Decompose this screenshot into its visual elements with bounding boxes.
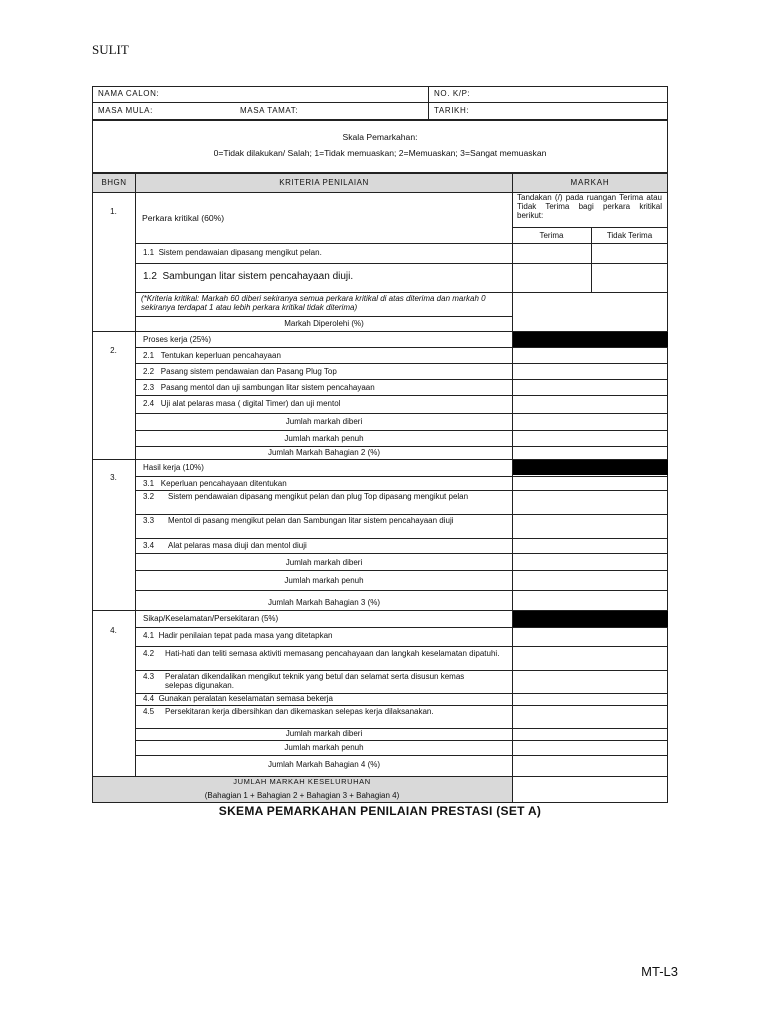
section-1-number: 1.	[110, 207, 117, 216]
section-4-title: Sikap/Keselamatan/Persekitaran (5%)	[143, 614, 279, 623]
criterion-2-4: 2.4 Uji alat pelaras masa ( digital Timer) dan uji mentol	[143, 399, 341, 408]
criterion-3-4-num: 3.4	[143, 541, 155, 550]
section-3-marks-given: Jumlah markah diberi	[285, 558, 363, 567]
criterion-3-2-num: 3.2	[143, 492, 155, 501]
criterion-4-2: Hati-hati dan teliti semasa aktiviti memasang pencahayaan dan langkah keselamatan dipatuhi.	[165, 649, 500, 658]
start-time-label: MASA MULA:	[98, 106, 153, 115]
grand-total-formula: (Bahagian 1 + Bahagian 2 + Bahagian 3 + Bahagian 4)	[204, 791, 400, 800]
criterion-3-4: Alat pelaras masa diuji dan mentol diuji	[168, 541, 307, 550]
section-4-shaded-cell	[513, 611, 668, 627]
criterion-4-5-num: 4.5	[143, 707, 155, 716]
col-markah: MARKAH	[570, 178, 610, 187]
grand-total-title: JUMLAH MARKAH KESELURUHAN	[233, 777, 371, 786]
criterion-4-3: Peralatan dikendalikan mengikut teknik yang betul dan selamat serta disusun kemas selepas digunakan.	[165, 672, 465, 690]
section-3-full-marks: Jumlah markah penuh	[284, 576, 364, 585]
criterion-3-2: Sistem pendawaian dipasang mengikut pelan dan plug Top dipasang mengikut pelan	[168, 492, 469, 501]
section-3-title: Hasil kerja (10%)	[143, 463, 204, 472]
criterion-3-3-num: 3.3	[143, 516, 155, 525]
criterion-4-4: 4.4 Gunakan peralatan keselamatan semasa bekerja	[143, 694, 333, 703]
document-title: SKEMA PEMARKAHAN PENILAIAN PRESTASI (SET A)	[218, 804, 542, 818]
criterion-4-2-num: 4.2	[143, 649, 155, 658]
section-3-number: 3.	[110, 473, 117, 482]
section-2-shaded-cell	[513, 332, 668, 347]
section-2-full-marks: Jumlah markah penuh	[284, 434, 364, 443]
section-4-marks-given: Jumlah markah diberi	[285, 729, 363, 738]
section-1-title: Perkara kritikal (60%)	[142, 213, 225, 223]
section-3-total: Jumlah Markah Bahagian 3 (%)	[267, 598, 381, 607]
criterion-3-1: 3.1 Keperluan pencahayaan ditentukan	[143, 479, 287, 488]
candidate-info-box	[92, 86, 668, 120]
criterion-1-2: 1.2 Sambungan litar sistem pencahayaan diuji.	[143, 271, 354, 282]
section-4-number: 4.	[110, 626, 117, 635]
section-2-title: Proses kerja (25%)	[143, 335, 212, 344]
criterion-4-1: 4.1 Hadir penilaian tepat pada masa yang ditetapkan	[143, 631, 333, 640]
section-2-marks-given: Jumlah markah diberi	[285, 417, 363, 426]
candidate-name-label: NAMA CALON:	[98, 89, 160, 98]
criterion-2-1: 2.1 Tentukan keperluan pencahayaan	[143, 351, 281, 360]
critical-note: (*Kriteria kritikal: Markah 60 diberi sekiranya semua perkara kritikal di atas diterima dan markah 0 sekiranya terdapat 1 atau lebih perkara kritikal tidak diterima)	[141, 294, 486, 312]
scale-text: 0=Tidak dilakukan/ Salah; 1=Tidak memuaskan; 2=Memuaskan; 3=Sangat memuaskan	[213, 148, 547, 158]
section-4-full-marks: Jumlah markah penuh	[284, 743, 364, 752]
marking-scale-box	[92, 120, 668, 173]
criterion-3-3: Mentol di pasang mengikut pelan dan Sambungan litar sistem pencahayaan diuji	[168, 516, 454, 525]
section-4-total: Jumlah Markah Bahagian 4 (%)	[267, 760, 381, 769]
section-3-shaded-cell	[513, 460, 668, 475]
end-time-label: MASA TAMAT:	[240, 106, 299, 115]
scale-title: Skala Pemarkahan:	[342, 132, 418, 142]
criterion-1-1: 1.1 Sistem pendawaian dipasang mengikut pelan.	[143, 248, 322, 257]
section-2-total: Jumlah Markah Bahagian 2 (%)	[267, 448, 381, 457]
col-kriteria: KRITERIA PENILAIAN	[279, 178, 369, 187]
criterion-2-2: 2.2 Pasang sistem pendawaian dan Pasang Plug Top	[143, 367, 337, 376]
section-2-number: 2.	[110, 346, 117, 355]
ic-number-label: NO. K/P:	[434, 89, 471, 98]
critical-instruction: Tandakan (/) pada ruangan Terima atau Tidak Terima bagi perkara kritikal berikut:	[517, 193, 662, 220]
section-1-total-label: Markah Diperolehi (%)	[284, 319, 364, 328]
criterion-4-5: Persekitaran kerja dibersihkan dan dikemaskan selepas kerja dilaksanakan.	[165, 707, 434, 716]
col-tidak-terima: Tidak Terima	[606, 231, 653, 240]
date-label: TARIKH:	[434, 106, 470, 115]
criterion-2-3: 2.3 Pasang mentol dan uji sambungan litar sistem pencahayaan	[143, 383, 375, 392]
footer-code: MT-L3	[641, 964, 678, 979]
confidential-label: SULIT	[92, 42, 129, 57]
col-bhgn: BHGN	[101, 178, 127, 187]
col-terima: Terima	[539, 231, 564, 240]
criterion-4-3-num: 4.3	[143, 672, 155, 681]
